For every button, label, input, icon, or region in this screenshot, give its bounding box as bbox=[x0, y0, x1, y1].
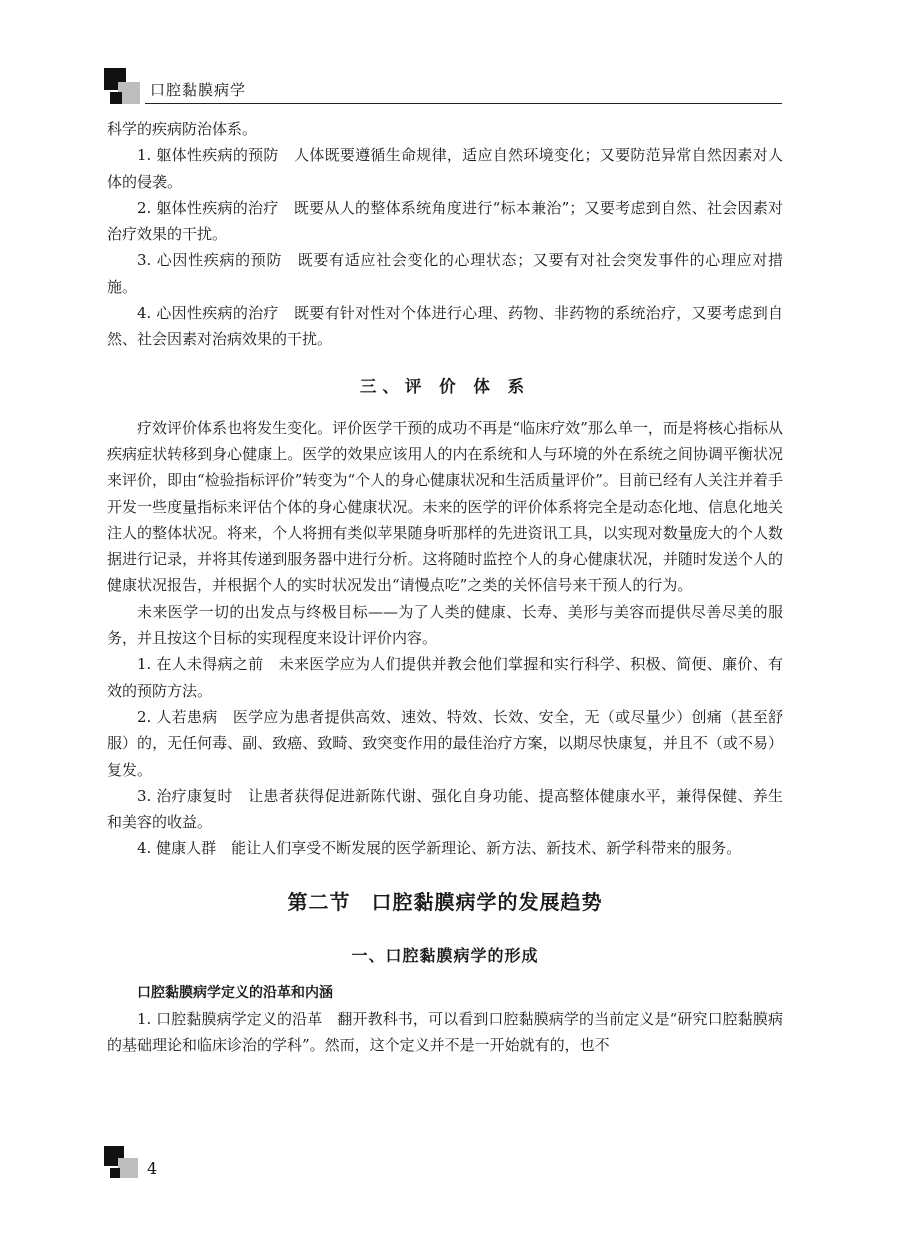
page-number: 4 bbox=[147, 1159, 158, 1178]
subsection-heading: 一、口腔黏膜病学的形成 bbox=[351, 945, 539, 965]
paragraph: 科学的疾病防治体系。 bbox=[107, 120, 258, 138]
paragraph: 3. 治疗康复时 让患者获得促进新陈代谢、强化自身功能、提高整体健康水平，兼得保健、养生和美容的收益。 bbox=[107, 786, 783, 832]
topic-label: 口腔黏膜病学定义的沿革和内涵 bbox=[137, 984, 333, 1001]
section-heading: 三、评 价 体 系 bbox=[359, 376, 531, 396]
paragraph: 3. 心因性疾病的预防 既要有适应社会变化的心理状态；又要有对社会突发事件的心理应对措施。 bbox=[107, 251, 783, 296]
paragraph: 4. 心因性疾病的治疗 既要有针对性对个体进行心理、药物、非药物的系统治疗，又要考虑到自然、社会因素对治病效果的干扰。 bbox=[107, 304, 783, 349]
paragraph: 2. 躯体性疾病的治疗 既要从人的整体系统角度进行“标本兼治”；又要考虑到自然、社会因素对治疗效果的干扰。 bbox=[107, 198, 783, 244]
running-header-title: 口腔黏膜病学 bbox=[150, 81, 247, 99]
chapter-heading: 第二节 口腔黏膜病学的发展趋势 bbox=[287, 889, 603, 914]
paragraph: 1. 躯体性疾病的预防 人体既要遵循生命规律，适应自然环境变化；又要防范异常自然因素对人体的侵袭。 bbox=[107, 146, 783, 191]
footer-decoration-square-gray bbox=[118, 1158, 138, 1178]
paragraph: 4. 健康人群 能让人们享受不断发展的医学新理论、新方法、新技术、新学科带来的服务。 bbox=[137, 839, 742, 858]
paragraph: 2. 人若患病 医学应为患者提供高效、速效、特效、长效、安全，无（或尽量少）创痛（甚至舒服）的，无任何毒、副、致癌、致畸、致突变作用的最佳治疗方案，以期尽快康复，并且不（或不易）复发。 bbox=[107, 707, 783, 779]
footer-decoration-square-small bbox=[110, 1168, 120, 1178]
paragraph: 1. 在人未得病之前 未来医学应为人们提供并教会他们掌握和实行科学、积极、简便、廉价、有效的预防方法。 bbox=[107, 655, 783, 700]
header-rule bbox=[145, 103, 782, 104]
paragraph: 1. 口腔黏膜病学定义的沿革 翻开教科书，可以看到口腔黏膜病学的当前定义是“研究口腔黏膜病的基础理论和临床诊治的学科”。然而，这个定义并不是一开始就有的，也不 bbox=[107, 1009, 783, 1055]
header-decoration-square-small bbox=[110, 92, 122, 104]
paragraph: 未来医学一切的出发点与终极目标——为了人类的健康、长寿、美形与美容而提供尽善尽美的服务，并且按这个目标的实现程度来设计评价内容。 bbox=[107, 602, 783, 648]
page-body bbox=[107, 116, 783, 1058]
paragraph: 疗效评价体系也将发生变化。评价医学干预的成功不再是“临床疗效”那么单一，而是将核心指标从疾病症状转移到身心健康上。医学的效果应该用人的内在系统和人与环境的外在系统之间协调平衡状况来评价，即由“检验指标评价”转变为“个人的身心健康状况和生活质量评价”。目前已经有人关注并着手开发一些度量指标来评估个体的身心健康状况。未来的医学的评价体系将完全是动态化地、信息化地关注人的整体状况。将来，个人将拥有类似苹果随身听那样的先进资讯工具，以实现对数量庞大的个人数据进行记录，并将其传递到服务器中进行分析。这将随时监控个人的身心健康状况，并随时发送个人的健康状况报告，并根据个人的实时状况发出“请慢点吃”之类的关怀信号来干预人的行为。 bbox=[107, 418, 783, 595]
